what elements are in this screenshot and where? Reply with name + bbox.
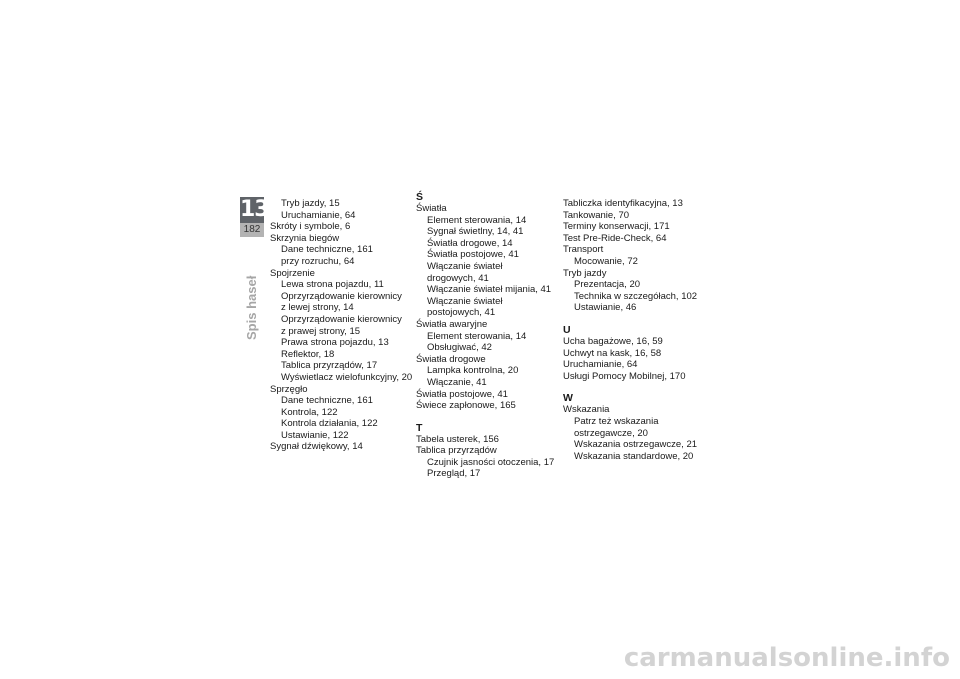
index-entry: Uruchamianie, 64 xyxy=(563,359,638,371)
index-entry: Włączanie świateł xyxy=(427,295,503,307)
index-entry: Tankowanie, 70 xyxy=(563,209,630,221)
index-entry: Tabela usterek, 156 xyxy=(416,433,499,445)
index-entry: Światła postojowe, 41 xyxy=(427,249,519,261)
index-entry: Światła xyxy=(416,203,447,214)
index-entry: Wskazania ostrzegawcze, 21 xyxy=(574,439,698,451)
index-entry: drogowych, 41 xyxy=(427,272,489,284)
index-entry: Terminy konserwacji, 171 xyxy=(563,221,670,233)
index-entry: Oprzyrządowanie kierownicy xyxy=(281,290,402,302)
index-entry: Skróty i symbole, 6 xyxy=(270,221,351,233)
chapter-title: Spis haseł xyxy=(244,275,259,340)
index-entry: Tabliczka identyfikacyjna, 13 xyxy=(563,198,683,209)
index-entry: Lampka kontrolna, 20 xyxy=(427,365,519,377)
index-entry: Element sterowania, 14 xyxy=(427,330,527,342)
index-entry: Wskazania standardowe, 20 xyxy=(574,450,694,462)
index-entry: Prezentacja, 20 xyxy=(574,279,641,291)
index-entry: Uruchamianie, 64 xyxy=(281,209,356,221)
index-entry: Włączanie świateł xyxy=(427,260,503,272)
index-entry: Tablica przyrządów xyxy=(416,445,497,457)
index-entry: Ustawianie, 46 xyxy=(574,302,637,314)
index-entry: Światła postojowe, 41 xyxy=(416,388,508,400)
index-entry: Tryb jazdy, 15 xyxy=(281,198,340,209)
index-entry: Spojrzenie xyxy=(270,267,315,279)
index-entry: Usługi Pomocy Mobilnej, 170 xyxy=(563,370,686,382)
index-entry: Sygnał dźwiękowy, 14 xyxy=(270,441,363,453)
index-entry: Włączanie świateł mijania, 41 xyxy=(427,284,552,296)
index-entry: Światła awaryjne xyxy=(416,318,488,330)
index-entry: Tablica przyrządów, 17 xyxy=(281,360,378,372)
section-letter: W xyxy=(563,392,573,405)
index-entry: Tryb jazdy xyxy=(563,267,607,279)
section-letter: U xyxy=(563,323,571,336)
index-entry: Lewa strona pojazdu, 11 xyxy=(281,279,384,291)
watermark-text: carmanualsonline.info xyxy=(623,643,950,673)
index-entry: Światła drogowe xyxy=(416,353,486,365)
page-number: 182 xyxy=(240,223,264,237)
index-entry: z lewej strony, 14 xyxy=(281,302,354,314)
index-entry: Oprzyrządowanie kierownicy xyxy=(281,313,402,325)
section-letter: Ś xyxy=(416,191,424,203)
index-entry: Ustawianie, 122 xyxy=(281,429,349,441)
index-entry: Włączanie, 41 xyxy=(427,376,487,388)
index-column-3 xyxy=(563,198,713,462)
index-entry: Wyświetlacz wielofunkcyjny, 20 xyxy=(281,371,413,383)
index-entry: Patrz też wskazania xyxy=(574,415,659,427)
index-entry: Skrzynia biegów xyxy=(270,232,340,244)
index-entry: Kontrola działania, 122 xyxy=(281,418,378,430)
index-entry: Ucha bagażowe, 16, 59 xyxy=(563,335,663,347)
index-entry: Dane techniczne, 161 xyxy=(281,395,373,407)
index-entry: Mocowanie, 72 xyxy=(574,255,638,267)
index-entry: Prawa strona pojazdu, 13 xyxy=(281,337,389,349)
index-entry: Sprzęgło xyxy=(270,383,308,395)
index-entry: Kontrola, 122 xyxy=(281,406,338,418)
index-entry: Przegląd, 17 xyxy=(427,468,481,480)
index-entry: Transport xyxy=(563,244,604,256)
index-column-2 xyxy=(416,191,566,480)
index-entry: Element sterowania, 14 xyxy=(427,214,527,226)
index-entry: ostrzegawcze, 20 xyxy=(574,427,648,439)
index-entry: Dane techniczne, 161 xyxy=(281,244,373,256)
index-entry: Światła drogowe, 14 xyxy=(427,237,513,249)
index-entry: Świece zapłonowe, 165 xyxy=(416,400,516,412)
index-entry: Obsługiwać, 42 xyxy=(427,342,492,354)
index-entry: postojowych, 41 xyxy=(427,307,496,319)
index-column-1 xyxy=(270,198,420,453)
section-letter: T xyxy=(416,421,423,434)
index-entry: Wskazania xyxy=(563,404,610,416)
index-entry: Reflektor, 18 xyxy=(281,348,335,360)
index-entry: Sygnał świetlny, 14, 41 xyxy=(427,226,524,238)
index-entry: z prawej strony, 15 xyxy=(281,325,361,337)
index-entry: Uchwyt na kask, 16, 58 xyxy=(563,347,662,359)
index-entry: Test Pre-Ride-Check, 64 xyxy=(563,232,667,244)
chapter-number-badge: 13 xyxy=(240,197,269,222)
index-entry: Technika w szczegółach, 102 xyxy=(574,290,698,302)
index-entry: przy rozruchu, 64 xyxy=(281,255,355,267)
index-entry: Czujnik jasności otoczenia, 17 xyxy=(427,456,555,468)
